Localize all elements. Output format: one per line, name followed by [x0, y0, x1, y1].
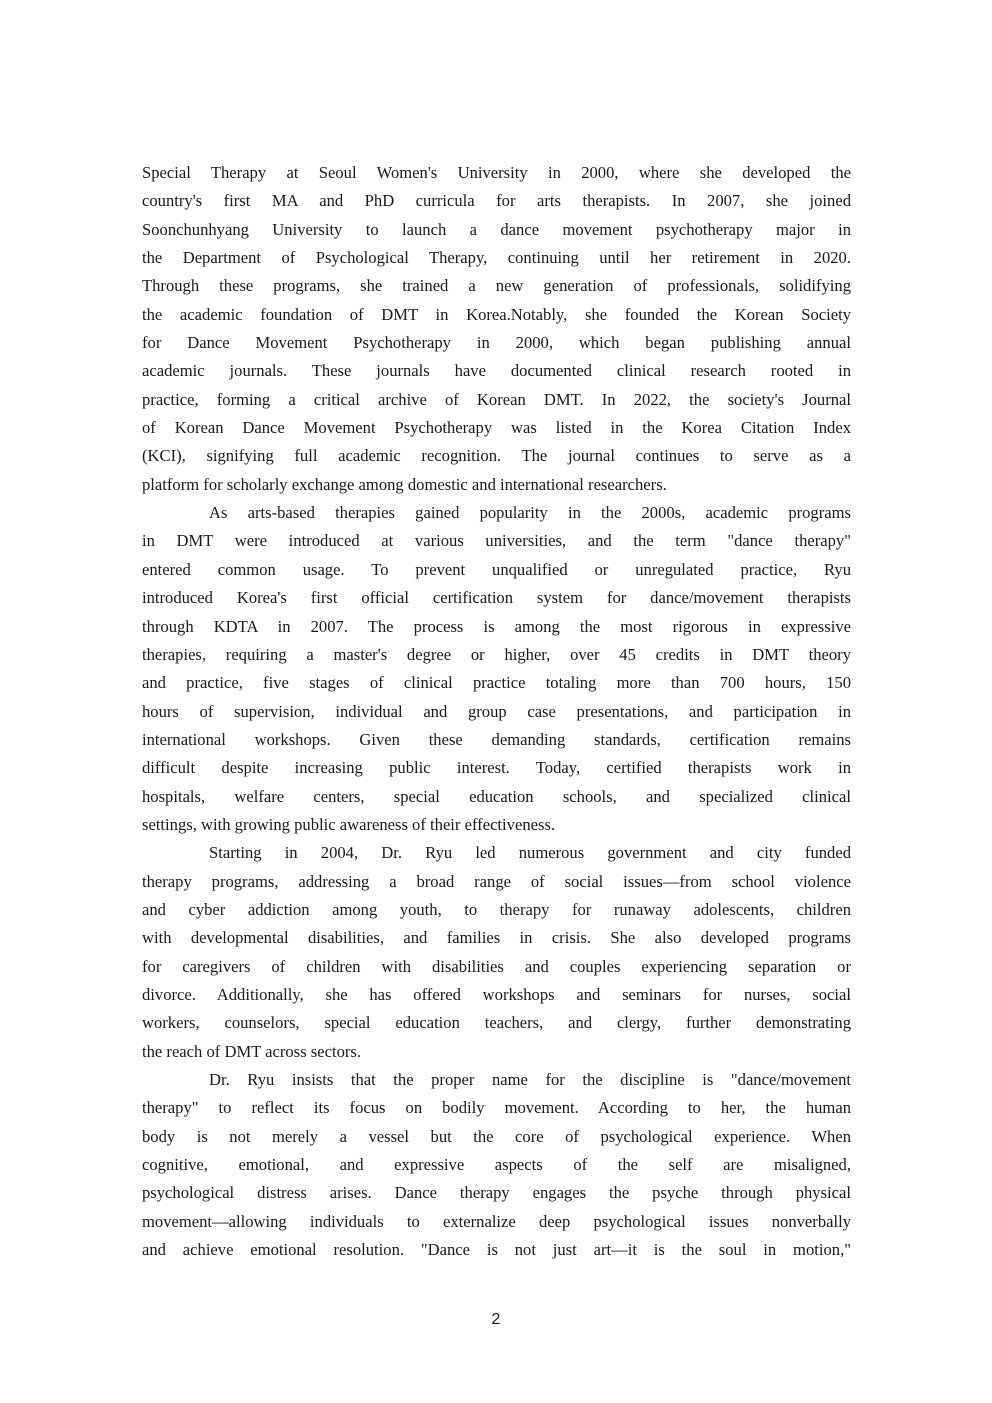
text-line: therapy programs, addressing a broad range of social issues—from school violence: [142, 871, 851, 891]
text-line: Through these programs, she trained a new generation of professionals, solidifying: [142, 276, 851, 296]
text-line: the academic foundation of DMT in Korea.Notably, she founded the Korean Society: [142, 304, 851, 324]
text-line: entered common usage. To prevent unqualified or unregulated practice, Ryu: [142, 559, 851, 579]
text-line: difficult despite increasing public interest. Today, certified therapists work in: [142, 758, 851, 778]
text-line: workers, counselors, special education teachers, and clergy, further demonstrating: [142, 1013, 851, 1033]
paragraph: [142, 839, 851, 1066]
text-line: (KCI), signifying full academic recognition. The journal continues to serve as a: [142, 446, 851, 466]
text-line: country's first MA and PhD curricula for arts therapists. In 2007, she joined: [142, 191, 851, 211]
paragraph: [142, 1066, 851, 1264]
text-line: in DMT were introduced at various universities, and the term "dance therapy": [142, 531, 851, 551]
text-line: platform for scholarly exchange among domestic and international researchers.: [142, 474, 667, 494]
text-line: practice, forming a critical archive of Korean DMT. In 2022, the society's Journal: [142, 389, 851, 409]
text-line: divorce. Additionally, she has offered workshops and seminars for nurses, social: [142, 984, 851, 1004]
text-line: and cyber addiction among youth, to therapy for runaway adolescents, children: [142, 899, 851, 919]
text-line: for Dance Movement Psychotherapy in 2000, which began publishing annual: [142, 333, 851, 353]
page-number: 2: [491, 1311, 501, 1328]
text-line: hospitals, welfare centers, special education schools, and specialized clinical: [142, 786, 851, 806]
text-line: body is not merely a vessel but the core of psychological experience. When: [142, 1126, 851, 1146]
paragraph: [142, 499, 851, 839]
text-line: international workshops. Given these demanding standards, certification remains: [142, 729, 851, 749]
text-line: the reach of DMT across sectors.: [142, 1041, 362, 1061]
text-line: Starting in 2004, Dr. Ryu led numerous government and city funded: [209, 843, 851, 863]
text-line: for caregivers of children with disabilities and couples experiencing separation or: [142, 956, 851, 976]
text-line: therapy" to reflect its focus on bodily movement. According to her, the human: [142, 1098, 851, 1118]
text-line: settings, with growing public awareness of their effectiveness.: [142, 814, 556, 834]
text-line: the Department of Psychological Therapy, continuing until her retirement in 2020.: [142, 248, 851, 268]
text-line: cognitive, emotional, and expressive aspects of the self are misaligned,: [142, 1155, 851, 1175]
text-line: therapies, requiring a master's degree or higher, over 45 credits in DMT theory: [142, 644, 851, 664]
text-line: psychological distress arises. Dance therapy engages the psyche through physical: [142, 1183, 851, 1203]
text-line: and practice, five stages of clinical practice totaling more than 700 hours, 150: [142, 673, 851, 693]
text-line: introduced Korea's first official certification system for dance/movement therapists: [142, 588, 851, 608]
text-line: with developmental disabilities, and families in crisis. She also developed programs: [142, 928, 851, 948]
text-line: through KDTA in 2007. The process is among the most rigorous in expressive: [142, 616, 851, 636]
text-line: Special Therapy at Seoul Women's University in 2000, where she developed the: [142, 163, 851, 182]
body-text: [142, 159, 851, 1264]
text-line: Dr. Ryu insists that the proper name for the discipline is "dance/movement: [209, 1070, 851, 1089]
text-line: and achieve emotional resolution. "Dance is not just art—it is the soul in motion,": [142, 1240, 851, 1260]
text-line: Soonchunhyang University to launch a dance movement psychotherapy major in: [142, 219, 851, 239]
text-line: hours of supervision, individual and group case presentations, and participation in: [142, 701, 851, 721]
text-line: academic journals. These journals have documented clinical research rooted in: [142, 361, 851, 381]
text-line: of Korean Dance Movement Psychotherapy was listed in the Korea Citation Index: [142, 418, 851, 438]
text-line: As arts-based therapies gained popularity in the 2000s, academic programs: [209, 503, 851, 523]
text-line: movement—allowing individuals to externalize deep psychological issues nonverbally: [142, 1211, 851, 1231]
paragraph: [142, 159, 851, 499]
